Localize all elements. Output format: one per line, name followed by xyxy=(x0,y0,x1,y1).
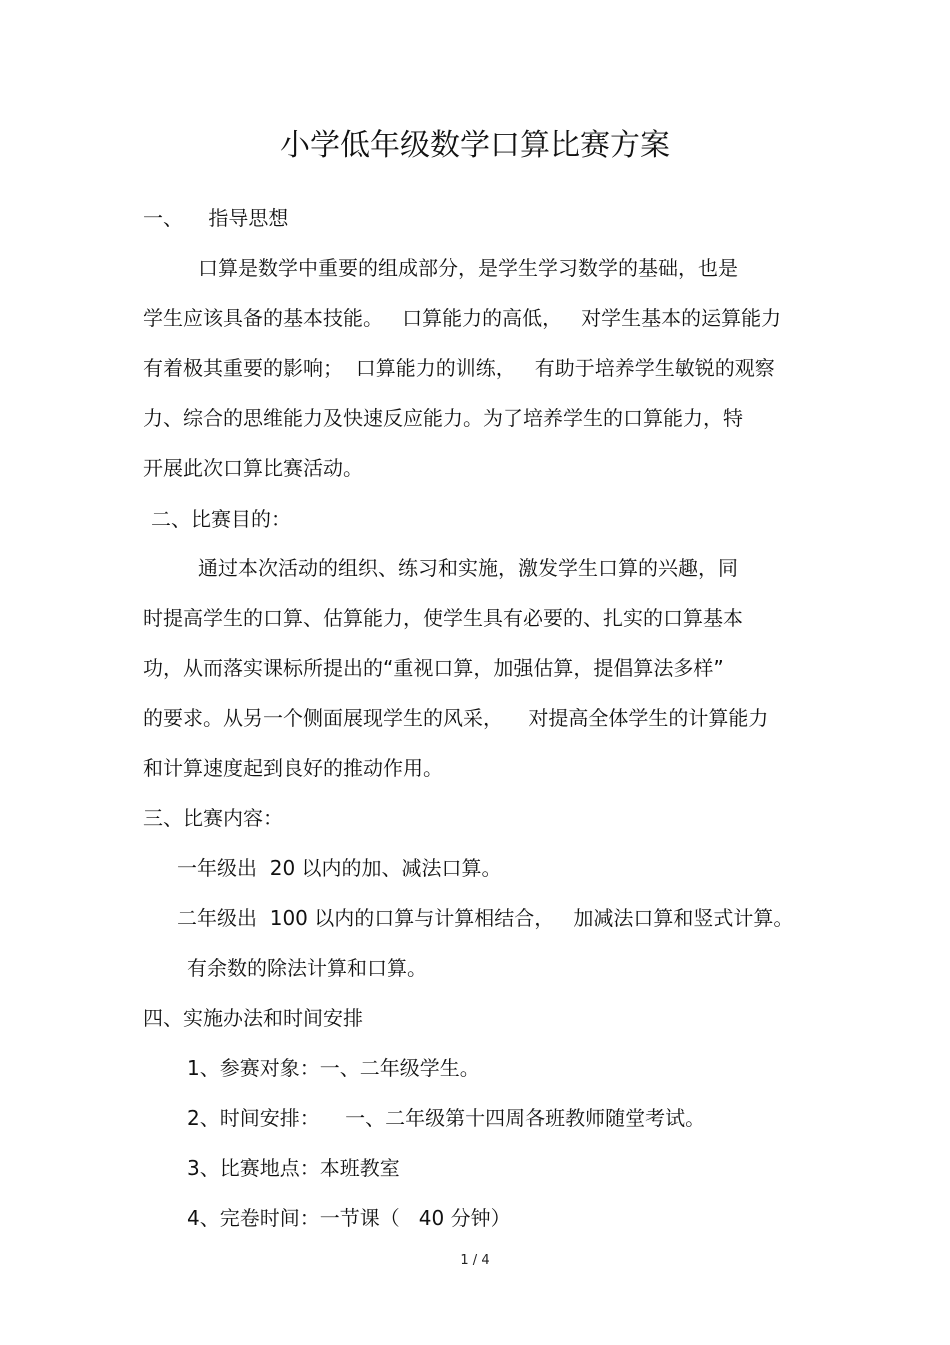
paragraph-line: 通过本次活动的组织、练习和实施，激发学生口算的兴趣，同 xyxy=(198,556,738,580)
paragraph-line: 口算是数学中重要的组成部分，是学生学习数学的基础，也是 xyxy=(198,256,738,280)
paragraph-line: 开展此次口算比赛活动。 xyxy=(143,456,363,480)
section-heading-guiding-ideology: 一、 指导思想 xyxy=(143,206,289,230)
paragraph-line: 功，从而落实课标所提出的“重视口算，加强估算，提倡算法多样” xyxy=(143,656,724,680)
paragraph-line: 力、综合的思维能力及快速反应能力。为了培养学生的口算能力，特 xyxy=(143,406,743,430)
document-title: 小学低年级数学口算比赛方案 xyxy=(280,128,670,163)
page-number: 1 / 4 xyxy=(460,1253,490,1268)
content-item-grade-two: 二年级出 100 以内的口算与计算相结合， 加减法口算和竖式计算。 xyxy=(177,906,794,930)
list-item-duration: 4、完卷时间：一节课（ 40 分钟） xyxy=(187,1206,511,1230)
list-item-participants: 1、参赛对象：一、二年级学生。 xyxy=(187,1056,480,1080)
content-item-division: 有余数的除法计算和口算。 xyxy=(187,956,427,980)
paragraph-line: 的要求。从另一个侧面展现学生的风采， 对提高全体学生的计算能力 xyxy=(143,706,769,730)
section-heading-competition-content: 三、比赛内容： xyxy=(143,806,283,830)
content-item-grade-one: 一年级出 20 以内的加、减法口算。 xyxy=(177,856,502,880)
list-item-schedule: 2、时间安排： 一、二年级第十四周各班教师随堂考试。 xyxy=(187,1106,706,1130)
paragraph-line: 时提高学生的口算、估算能力，使学生具有必要的、扎实的口算基本 xyxy=(143,606,743,630)
paragraph-line: 学生应该具备的基本技能。 口算能力的高低， 对学生基本的运算能力 xyxy=(143,306,782,330)
list-item-location: 3、比赛地点：本班教室 xyxy=(187,1156,400,1180)
paragraph-line: 有着极其重要的影响； 口算能力的训练， 有助于培养学生敏锐的观察 xyxy=(143,356,775,380)
section-heading-implementation: 四、实施办法和时间安排 xyxy=(143,1006,363,1030)
paragraph-line: 和计算速度起到良好的推动作用。 xyxy=(143,756,443,780)
section-heading-competition-goal: 二、比赛目的： xyxy=(151,507,291,531)
